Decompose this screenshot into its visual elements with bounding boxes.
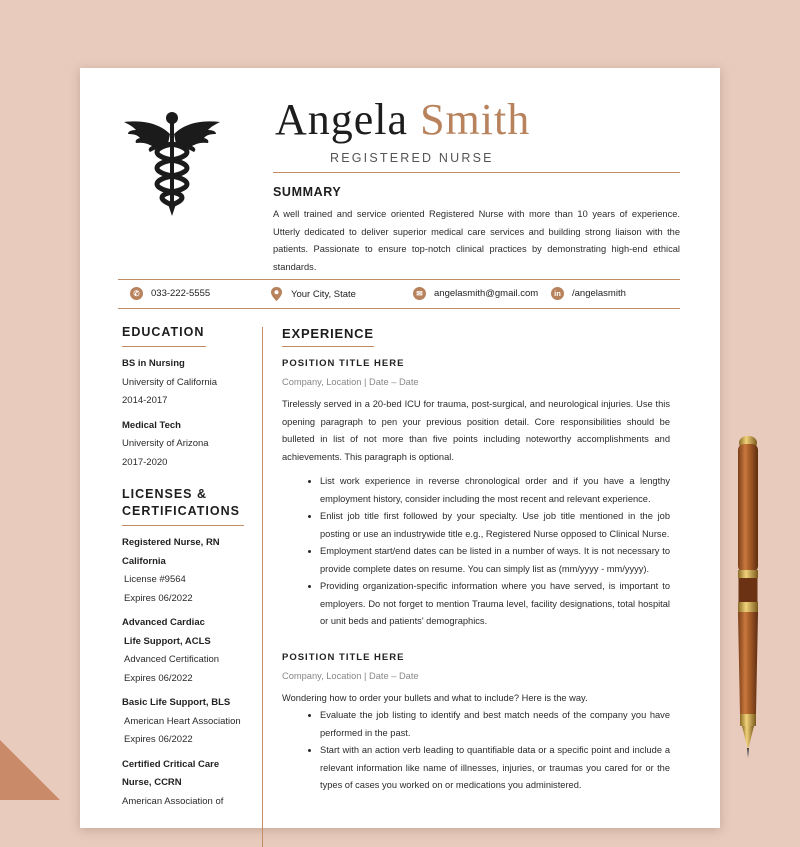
- position-title: POSITION TITLE HERE: [282, 358, 405, 369]
- heading-underline: [122, 525, 244, 526]
- resume-page: [80, 68, 720, 828]
- header-divider: [273, 172, 680, 173]
- license-detail: License #9564: [124, 574, 186, 585]
- position-intro: Tirelessly served in a 20-bed ICU for trauma, post-surgical, and neurological injuries. Use this opening paragraph to pen your previous position detail. Core responsibilities should be bulleted in list of not more than five points including noteworthy accomplishments and achievements. This paragraph is optional.: [282, 399, 670, 462]
- license-detail: American Heart Association: [124, 715, 241, 727]
- license-detail: American Association of: [122, 795, 224, 807]
- license-title: Certified Critical Care: [122, 758, 220, 770]
- position-bullets: [282, 707, 670, 795]
- left-column: [122, 324, 252, 811]
- edu-school: University of Arizona: [122, 438, 209, 449]
- candidate-name: Angela Smith: [275, 95, 531, 144]
- candidate-last-name: Smith: [420, 95, 531, 144]
- license-detail: Expires 06/2022: [124, 672, 193, 684]
- right-column: [282, 324, 670, 795]
- background-corner-shape: [0, 740, 60, 800]
- edu-degree: BS in Nursing: [122, 358, 185, 369]
- contact-bar: [118, 279, 680, 309]
- position-meta: Company, Location | Date – Date: [282, 377, 419, 387]
- license-title: Nurse, CCRN: [122, 777, 182, 788]
- license-title: California: [122, 555, 166, 567]
- location-pin-icon: [270, 287, 283, 301]
- email-icon: ✉: [413, 287, 426, 300]
- contact-phone: [130, 287, 210, 300]
- license-title: Life Support, ACLS: [124, 635, 211, 647]
- edu-degree: Medical Tech: [122, 419, 181, 431]
- license-detail: Expires 06/2022: [124, 592, 193, 604]
- education-heading: EDUCATION: [122, 325, 205, 339]
- bullet-item: • Evaluate the job listing to identify and best match needs of the company you have performed in the past.: [320, 707, 670, 742]
- bullet-item: • List work experience in reverse chronological order and if you have a lengthy employment history, consider including the most recent and relevant experience.: [320, 473, 670, 508]
- email-text: angelasmith@gmail.com: [434, 288, 539, 299]
- licenses-heading: [122, 486, 252, 520]
- licenses-heading-line1: LICENSES &: [122, 487, 208, 501]
- linkedin-icon: in: [551, 287, 564, 300]
- job-title: REGISTERED NURSE: [330, 151, 494, 165]
- phone-text: 033-222-5555: [151, 288, 211, 299]
- bullet-item: • Start with an action verb leading to quantifiable data or a specific point and include a relevant information like name of illnesses, injuries, or traumas you cared for or the types of cases you worked on or medications you administered.: [320, 742, 670, 795]
- edu-school: University of California: [122, 376, 218, 388]
- column-divider: [262, 327, 263, 847]
- position-bullets: [282, 473, 670, 631]
- pen-icon: [735, 432, 761, 772]
- contact-linkedin: [551, 287, 626, 300]
- summary-text: A well trained and service oriented Registered Nurse with more than 10 years of experience. Utterly dedicated to deliver superior medical care services and building strong liaison with the patients. Passionate to ensure top-notch clinical practices by demonstrating high-end ethical standards.: [273, 209, 680, 272]
- contact-email: [413, 287, 538, 300]
- license-detail: Expires 06/2022: [124, 734, 193, 745]
- heading-underline: [282, 346, 374, 347]
- license-title: Advanced Cardiac: [122, 617, 205, 628]
- heading-underline: [122, 346, 206, 347]
- phone-icon: ✆: [130, 287, 143, 300]
- summary-heading: SUMMARY: [273, 185, 342, 199]
- position-block: [282, 649, 670, 795]
- bullet-item: • Enlist job title first followed by your specialty. Use job title mentioned in the job posting or use an industrywide title e.g., Registered Nurse opposed to Clinical Nurse.: [320, 508, 670, 543]
- edu-years: 2017-2020: [122, 456, 168, 468]
- bullet-item: • Employment start/end dates can be listed in a number of ways. It is not necessary to provide complete dates on resume. You can simply list as (mm/yyyy - mm/yyyy).: [320, 543, 670, 578]
- caduceus-icon: [122, 108, 222, 218]
- licenses-heading-line2: CERTIFICATIONS: [122, 504, 240, 518]
- position-block: [282, 355, 670, 631]
- position-title: POSITION TITLE HERE: [282, 651, 405, 663]
- experience-heading: EXPERIENCE: [282, 326, 374, 341]
- bullet-item: • Providing organization-specific information where you have served, is important to employers. Do not forget to mention Trauma level, facility designations, total hospital or unit beds and patients' demographics.: [320, 578, 670, 631]
- license-detail: Advanced Certification: [124, 654, 220, 665]
- license-title: Registered Nurse, RN: [122, 537, 220, 548]
- edu-years: 2014-2017: [122, 395, 168, 406]
- linkedin-text: /angelasmith: [572, 288, 626, 299]
- location-text: Your City, State: [291, 288, 356, 300]
- position-meta: Company, Location | Date – Date: [282, 670, 419, 681]
- contact-location: [270, 287, 356, 301]
- position-intro: Wondering how to order your bullets and what to include? Here is the way.: [282, 692, 588, 703]
- license-title: Basic Life Support, BLS: [122, 697, 231, 708]
